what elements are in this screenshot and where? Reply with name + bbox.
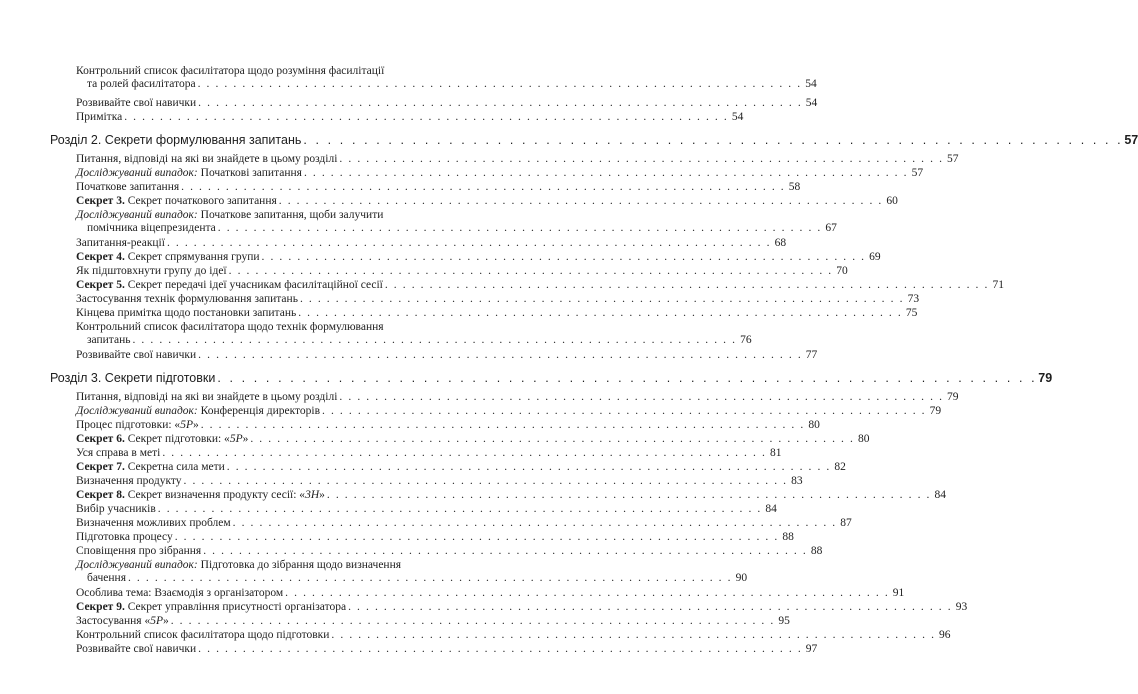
dot-leader: . . . . . . . . . . . . . . . . . . . . . . . . . . . . . . . . . . . . . . . . . . . . . . . . . . . . . . . . . . . . . . . . . . . . xyxy=(198,97,803,109)
entry-title-line xyxy=(76,321,384,334)
dot-leader: . . . . . . . . . . . . . . . . . . . . . . . . . . . . . . . . . . . . . . . . . . . . . . . . . . . . . . . . . . . . . . . . . . . . xyxy=(384,279,989,291)
entry-title xyxy=(76,531,173,544)
entry-title xyxy=(76,405,320,418)
entry-text-segment: Контрольний список фасилітатора щодо розуміння фасилітації xyxy=(76,65,385,77)
entry-title xyxy=(76,349,196,362)
page-number: 82 xyxy=(834,461,846,473)
entry-text-segment: » xyxy=(319,489,325,501)
page-number: 90 xyxy=(735,572,748,584)
entry-text-segment: Секрет 4. xyxy=(76,251,125,263)
entry-title xyxy=(76,153,337,166)
dot-leader: . . . . . . . . . . . . . . . . . . . . . . . . . . . . . . . . . . . . . . . . . . . . . . . . . . . . . . . . . . . . . . . . . . . . xyxy=(322,405,927,417)
entry-text-segment: Визначення можливих проблем xyxy=(76,517,231,529)
page-number: 70 xyxy=(836,265,848,277)
dot-leader: . . . . . . . . . . . . . . . . . . . . . . . . . . . . . . . . . . . . . . . . . . . . . . . . . . . . . . . . . . . . . . . . . . . . xyxy=(198,643,803,655)
dot-leader: . . . . . . . . . . . . . . . . . . . . . . . . . . . . . . . . . . . . . . . . . . . . . . . . . . . . . . . . . . . . . . . . . . . . xyxy=(250,433,855,445)
entry-text-segment: запитань xyxy=(87,334,131,346)
entry-text-segment: Розділ 3. Секрети підготовки xyxy=(50,371,216,385)
entry-title xyxy=(76,433,248,446)
page-number: 84 xyxy=(934,489,946,501)
page-number: 57 xyxy=(1124,133,1138,147)
page-number: 69 xyxy=(869,251,881,263)
entry-title xyxy=(76,279,383,292)
dot-leader: . . . . . . . . . . . . . . . . . . . . . . . . . . . . . . . . . . . . . . . . . . . . . . . . . . . . . . . . . . . . . . . . . . . . xyxy=(339,391,944,403)
dot-leader: . . . . . . . . . . . . . . . . . . . . . . . . . . . . . . . . . . . . . . . . . . . . . . . . . . . . . . . . . . . . . . . . . . . . xyxy=(303,167,909,179)
page-number: 91 xyxy=(892,587,905,599)
entry-text-segment: Вибір учасників xyxy=(76,503,156,515)
page-number: 96 xyxy=(939,629,951,641)
dot-leader: . . . . . . . . . . . . . . . . . . . . . . . . . . . . . . . . . . . . . . . . . . . . . . . . . . . . . . . . . . . . . . . . . . . . xyxy=(226,461,831,473)
page-number: 54 xyxy=(805,78,817,90)
entry-title xyxy=(76,517,231,530)
page-number: 79 xyxy=(929,405,942,417)
entry-text-segment: помічника віцепрезидента xyxy=(87,222,216,234)
entry-title xyxy=(76,97,196,110)
entry-text-segment: Особлива тема: Взаємодія з організатором xyxy=(76,587,284,599)
dot-leader: . . . . . . . . . . . . . . . . . . . . . . . . . . . . . . . . . . . . . . . . . . . . . . . . . . . . . . . . . . . . . . . . . . . . xyxy=(326,489,931,501)
entry-text-segment: Початкові запитання xyxy=(197,167,302,179)
entry-title xyxy=(76,307,296,320)
dot-leader: . . . . . . . . . . . . . . . . . . . . . . . . . . . . . . . . . . . . . . . . . . . . . . . . . . . . . . . . . . . . . . . . . . . . xyxy=(232,517,837,529)
entry-text-segment: Секрет 3. xyxy=(76,195,125,207)
chapter-title xyxy=(50,371,215,386)
page-number: 68 xyxy=(774,237,787,249)
entry-text-segment: Конференція директорів xyxy=(197,405,321,417)
entry-title xyxy=(76,419,199,432)
entry-text-segment: Застосування технік формулювання запитань xyxy=(76,293,298,305)
dot-leader: . . . . . . . . . . . . . . . . . . . . . . . . . . . . . . . . . . . . . . . . . . . . . . . . . . . . . . . . . . . . . . . . . . . . xyxy=(157,503,762,515)
entry-title xyxy=(76,545,201,558)
entry-text-segment: Досліджуваний випадок: xyxy=(76,209,198,221)
entry-text-segment: Секрет 7. xyxy=(76,461,125,473)
entry-text-segment: Примітка xyxy=(76,111,123,123)
entry-text-segment: Секрет передачі ідеї учасникам фасилітаційної сесії xyxy=(124,279,383,291)
entry-text-segment: Досліджуваний випадок: xyxy=(76,405,198,417)
entry-text-segment: Секрет визначення продукту сесії: « xyxy=(124,489,306,501)
dot-leader: . . . . . . . . . . . . . . . . . . . . . . . . . . . . . . . . . . . . . . . . . . . . . . . . . . . . . . . . . . . . . . . . . . . . xyxy=(132,334,737,346)
page-number: 58 xyxy=(788,181,801,193)
entry-text-segment: Секрет 9. xyxy=(76,601,125,613)
dot-leader: . . . . . . . . . . . . . . . . . . . . . . . . . . . . . . . . . . . . . . . . . . . . . . . . . . . . . . . . . . . . . . . . . . . . xyxy=(261,251,866,263)
entry-text-segment: Контрольний список фасилітатора щодо технік формулювання xyxy=(76,321,384,333)
page-number: 83 xyxy=(791,475,803,487)
page-number: 73 xyxy=(907,293,920,305)
page-number: 97 xyxy=(805,643,818,655)
dot-leader: . . . . . . . . . . . . . . . . . . . . . . . . . . . . . . . . . . . . . . . . . . . . . . . . . . . . . . . . . . . . . . . . . . . . xyxy=(170,615,775,627)
page-number: 54 xyxy=(731,111,744,123)
entry-text-segment: Сповіщення про зібрання xyxy=(76,545,202,557)
entry-text-segment: Секрет управління присутності організатора xyxy=(124,601,347,613)
dot-leader: . . . . . . . . . . . . . . . . . . . . . . . . . . . . . . . . . . . . . . . . . . . . . . . . . . . . . . . . . . . . . . . . . . . . xyxy=(278,195,883,207)
entry-text-segment: 3H xyxy=(305,489,320,501)
page-number: 81 xyxy=(769,447,782,459)
page-number: 76 xyxy=(740,334,752,346)
entry-text-segment: » xyxy=(162,615,169,627)
page-number: 79 xyxy=(1038,371,1053,385)
page-number: 84 xyxy=(765,503,777,515)
entry-text-segment: Контрольний список фасилітатора щодо підготовки xyxy=(76,629,330,641)
entry-text-segment: Розділ 2. Секрети формулювання запитань xyxy=(50,133,302,147)
entry-text-segment: Питання, відповіді на які ви знайдете в цьому розділі xyxy=(76,391,338,403)
entry-title xyxy=(76,181,179,194)
dot-leader: . . . . . . . . . . . . . . . . . . . . . . . . . . . . . . . . . . . . . . . . . . . . . . . . . . . . . . . . . . . . . . . . . . . . xyxy=(228,265,833,277)
entry-text-segment: Досліджуваний випадок: xyxy=(76,167,198,179)
page-number: 71 xyxy=(992,279,1004,291)
entry-title xyxy=(76,643,196,656)
entry-text-segment: 5P xyxy=(180,419,193,431)
dot-leader: . . . . . . . . . . . . . . . . . . . . . . . . . . . . . . . . . . . . . . . . . . . . . . . . . . . . . . . . . . . . . . . . . . . . xyxy=(217,222,822,234)
dot-leader: . . . . . . . . . . . . . . . . . . . . . . . . . . . . . . . . . . . . . . . . . . . . . . . . . . . . . . . . . . . . . . . . . . . . xyxy=(303,133,1124,147)
entry-title-line xyxy=(76,209,383,222)
page-number: 87 xyxy=(840,517,852,529)
entry-title xyxy=(76,237,165,250)
entry-title xyxy=(76,447,160,460)
entry-title xyxy=(76,475,182,488)
entry-text-segment: 5P xyxy=(150,615,163,627)
page-number: 88 xyxy=(810,545,823,557)
entry-text-segment: Розвивайте свої навички xyxy=(76,349,197,361)
dot-leader: . . . . . . . . . . . . . . . . . . . . . . . . . . . . . . . . . . . . . . . . . . . . . . . . . . . . . . . . . . . . . . . . . . . . xyxy=(124,111,729,123)
entry-title xyxy=(87,78,196,91)
dot-leader: . . . . . . . . . . . . . . . . . . . . . . . . . . . . . . . . . . . . . . . . . . . . . . . . . . . . . . . . . . . . . . . . . . . . xyxy=(166,237,772,249)
entry-title-line xyxy=(76,65,384,78)
entry-text-segment: » xyxy=(242,433,249,445)
entry-title-line xyxy=(76,559,401,572)
entry-title xyxy=(76,167,302,180)
entry-text-segment: Секрет 5. xyxy=(76,279,125,291)
entry-text-segment: Досліджуваний випадок: xyxy=(76,559,198,571)
entry-text-segment: Уся справа в меті xyxy=(76,447,161,459)
entry-text-segment: Підготовка процесу xyxy=(76,531,173,543)
entry-text-segment: Секрет 6. xyxy=(76,433,125,445)
entry-text-segment: 5P xyxy=(229,433,243,445)
dot-leader: . . . . . . . . . . . . . . . . . . . . . . . . . . . . . . . . . . . . . . . . . . . . . . . . . . . . . . . . . . . . . . . . . . . . xyxy=(162,447,767,459)
entry-text-segment: Початкове запитання xyxy=(76,181,180,193)
page-number: 57 xyxy=(911,167,924,179)
entry-text-segment: Розвивайте свої навички xyxy=(76,97,197,109)
page-number: 57 xyxy=(947,153,959,165)
page-number: 77 xyxy=(805,349,818,361)
entry-text-segment: Застосування « xyxy=(76,615,151,627)
dot-leader: . . . . . . . . . . . . . . . . . . . . . . . . . . . . . . . . . . . . . . . . . . . . . . . . . . . . . . . . . . . . . . . . . . . . xyxy=(298,307,903,319)
dot-leader: . . . . . . . . . . . . . . . . . . . . . . . . . . . . . . . . . . . . . . . . . . . . . . . . . . . . . . . . . . . . . . . . . . . . xyxy=(203,545,808,557)
page-number: 54 xyxy=(805,97,818,109)
dot-leader: . . . . . . . . . . . . . . . . . . . . . . . . . . . . . . . . . . . . . . . . . . . . . . . . . . . . . . . . . . . . . . . . . . . . xyxy=(183,475,788,487)
dot-leader: . . . . . . . . . . . . . . . . . . . . . . . . . . . . . . . . . . . . . . . . . . . . . . . . . . . . . . . . . . . . . . . . . . . . xyxy=(197,78,802,90)
entry-text-segment: Питання, відповіді на які ви знайдете в цьому розділі xyxy=(76,153,338,165)
entry-text-segment: бачення xyxy=(87,572,126,584)
entry-text-segment: Секрет початкового запитання xyxy=(124,195,277,207)
entry-text-segment: та ролей фасилітатора xyxy=(87,78,196,90)
entry-text-segment: Визначення продукту xyxy=(76,475,182,487)
entry-text-segment: Кінцева примітка щодо постановки запитань xyxy=(76,307,297,319)
entry-title xyxy=(76,587,283,600)
dot-leader: . . . . . . . . . . . . . . . . . . . . . . . . . . . . . . . . . . . . . . . . . . . . . . . . . . . . . . . . . . . . . . . . . . . . xyxy=(217,371,1038,385)
page-number: 80 xyxy=(808,419,820,431)
entry-title xyxy=(87,334,130,347)
dot-leader: . . . . . . . . . . . . . . . . . . . . . . . . . . . . . . . . . . . . . . . . . . . . . . . . . . . . . . . . . . . . . . . . . . . . xyxy=(285,587,890,599)
entry-title xyxy=(76,111,122,124)
entry-text-segment: Запитання-реакції xyxy=(76,237,165,249)
entry-text-segment: Підготовка до зібрання щодо визначення xyxy=(197,559,402,571)
dot-leader: . . . . . . . . . . . . . . . . . . . . . . . . . . . . . . . . . . . . . . . . . . . . . . . . . . . . . . . . . . . . . . . . . . . . xyxy=(299,293,905,305)
entry-title xyxy=(76,461,225,474)
dot-leader: . . . . . . . . . . . . . . . . . . . . . . . . . . . . . . . . . . . . . . . . . . . . . . . . . . . . . . . . . . . . . . . . . . . . xyxy=(198,349,803,361)
dot-leader: . . . . . . . . . . . . . . . . . . . . . . . . . . . . . . . . . . . . . . . . . . . . . . . . . . . . . . . . . . . . . . . . . . . . xyxy=(339,153,944,165)
page-number: 75 xyxy=(905,307,918,319)
entry-text-segment: Розвивайте свої навички xyxy=(76,643,197,655)
dot-leader: . . . . . . . . . . . . . . . . . . . . . . . . . . . . . . . . . . . . . . . . . . . . . . . . . . . . . . . . . . . . . . . . . . . . xyxy=(331,629,936,641)
page-number: 95 xyxy=(778,615,790,627)
entry-text-segment: Секрет 8. xyxy=(76,489,125,501)
entry-title xyxy=(87,222,216,235)
page-number: 93 xyxy=(955,601,968,613)
entry-title xyxy=(76,265,227,278)
entry-title xyxy=(76,251,260,264)
entry-title xyxy=(87,572,126,585)
dot-leader: . . . . . . . . . . . . . . . . . . . . . . . . . . . . . . . . . . . . . . . . . . . . . . . . . . . . . . . . . . . . . . . . . . . . xyxy=(200,419,805,431)
entry-title xyxy=(76,615,169,628)
page-number: 60 xyxy=(886,195,898,207)
entry-text-segment: Секретна сила мети xyxy=(124,461,225,473)
entry-title xyxy=(76,601,346,614)
entry-text-segment: Секрет спрямування групи xyxy=(124,251,260,263)
entry-text-segment: Початкове запитання, щоби залучити xyxy=(197,209,384,221)
entry-text-segment: Процес підготовки: « xyxy=(76,419,181,431)
entry-text-segment: Як підштовхнути групу до ідеї xyxy=(76,265,227,277)
entry-text-segment: » xyxy=(192,419,199,431)
entry-title xyxy=(76,489,325,502)
page-number: 88 xyxy=(782,531,794,543)
dot-leader: . . . . . . . . . . . . . . . . . . . . . . . . . . . . . . . . . . . . . . . . . . . . . . . . . . . . . . . . . . . . . . . . . . . . xyxy=(127,572,733,584)
page-number: 67 xyxy=(825,222,837,234)
entry-title xyxy=(76,195,277,208)
entry-title xyxy=(76,629,329,642)
page-number: 80 xyxy=(857,433,870,445)
page-number: 79 xyxy=(947,391,959,403)
dot-leader: . . . . . . . . . . . . . . . . . . . . . . . . . . . . . . . . . . . . . . . . . . . . . . . . . . . . . . . . . . . . . . . . . . . . xyxy=(348,601,953,613)
entry-title xyxy=(76,391,337,404)
entry-title xyxy=(76,293,298,306)
dot-leader: . . . . . . . . . . . . . . . . . . . . . . . . . . . . . . . . . . . . . . . . . . . . . . . . . . . . . . . . . . . . . . . . . . . . xyxy=(181,181,786,193)
dot-leader: . . . . . . . . . . . . . . . . . . . . . . . . . . . . . . . . . . . . . . . . . . . . . . . . . . . . . . . . . . . . . . . . . . . . xyxy=(174,531,779,543)
entry-title xyxy=(76,503,156,516)
entry-text-segment: Секрет підготовки: « xyxy=(124,433,230,445)
chapter-title xyxy=(50,133,301,148)
